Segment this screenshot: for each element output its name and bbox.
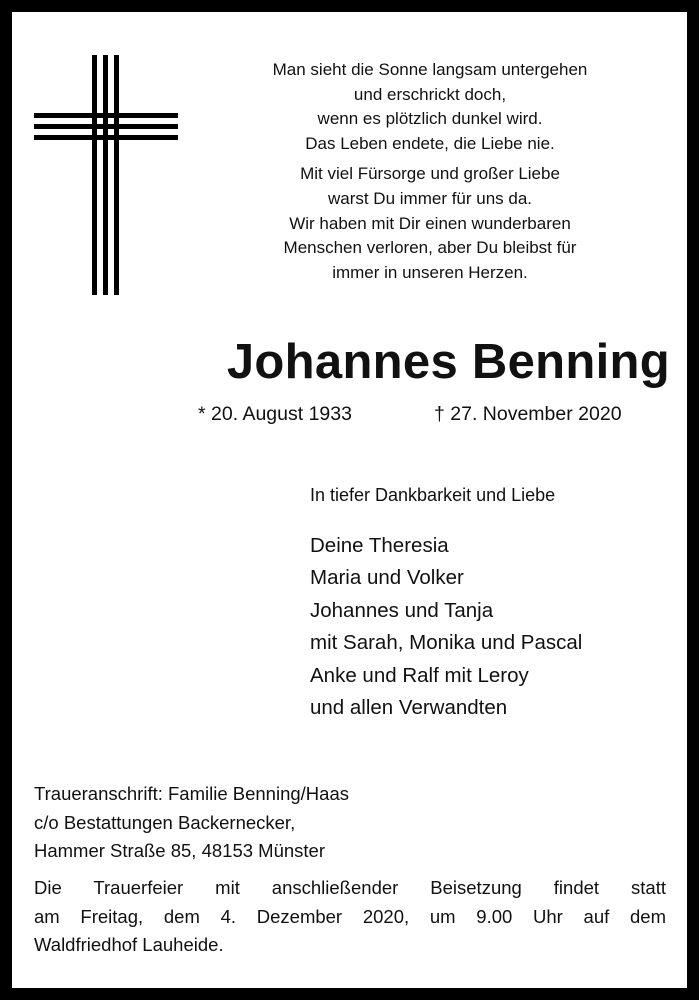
poem-line: Man sieht die Sonne langsam untergehen [272,60,588,79]
mourner-line: und allen Verwandten [310,696,508,720]
mourners-list [310,530,582,724]
poem-line: immer in unseren Herzen. [332,262,528,282]
address-line: Hammer Straße 85, 48153 Münster [34,840,325,861]
mourner-line: Johannes und Tanja [310,598,494,622]
poem-line: Menschen verloren, aber Du bleibst für [283,238,577,258]
poem-stanza-2 [200,162,660,285]
mourner-line: mit Sarah, Monika und Pascal [310,631,583,655]
poem-line: wenn es plötzlich dunkel wird. [317,109,543,129]
poem-line: und erschrickt doch, [353,84,507,104]
mourner-line: Anke und Ralf mit Leroy [310,663,529,687]
poem-stanza-1 [200,58,660,156]
death-date: † 27. November 2020 [434,403,622,425]
mourning-address [34,780,349,866]
funeral-line: am Freitag, dem 4. Dezember 2020, um 9.00 Uhr auf dem [34,905,666,927]
mourner-line: Maria und Volker [310,566,464,590]
cross-icon [34,55,178,295]
birth-date: * 20. August 1933 [198,403,352,425]
poem [200,58,660,285]
mourners-intro: In tiefer Dankbarkeit und Liebe [310,485,556,505]
funeral-notice [34,874,666,960]
address-line: Traueranschrift: Familie Benning/Haas [34,783,349,804]
deceased-name: Johannes Benning [226,335,670,389]
address-line: c/o Bestattungen Backernecker, [34,811,296,833]
funeral-line: Waldfriedhof Lauheide. [34,934,224,955]
mourner-line: Deine Theresia [310,534,449,557]
poem-line: Wir haben mit Dir einen wunderbaren [289,213,571,233]
poem-line: Mit viel Fürsorge und großer Liebe [300,164,560,184]
funeral-line: Die Trauerfeier mit anschließender Beisetzung findet statt [34,877,666,898]
poem-line: warst Du immer für uns da. [327,188,533,208]
poem-line: Das Leben endete, die Liebe nie. [305,133,555,153]
